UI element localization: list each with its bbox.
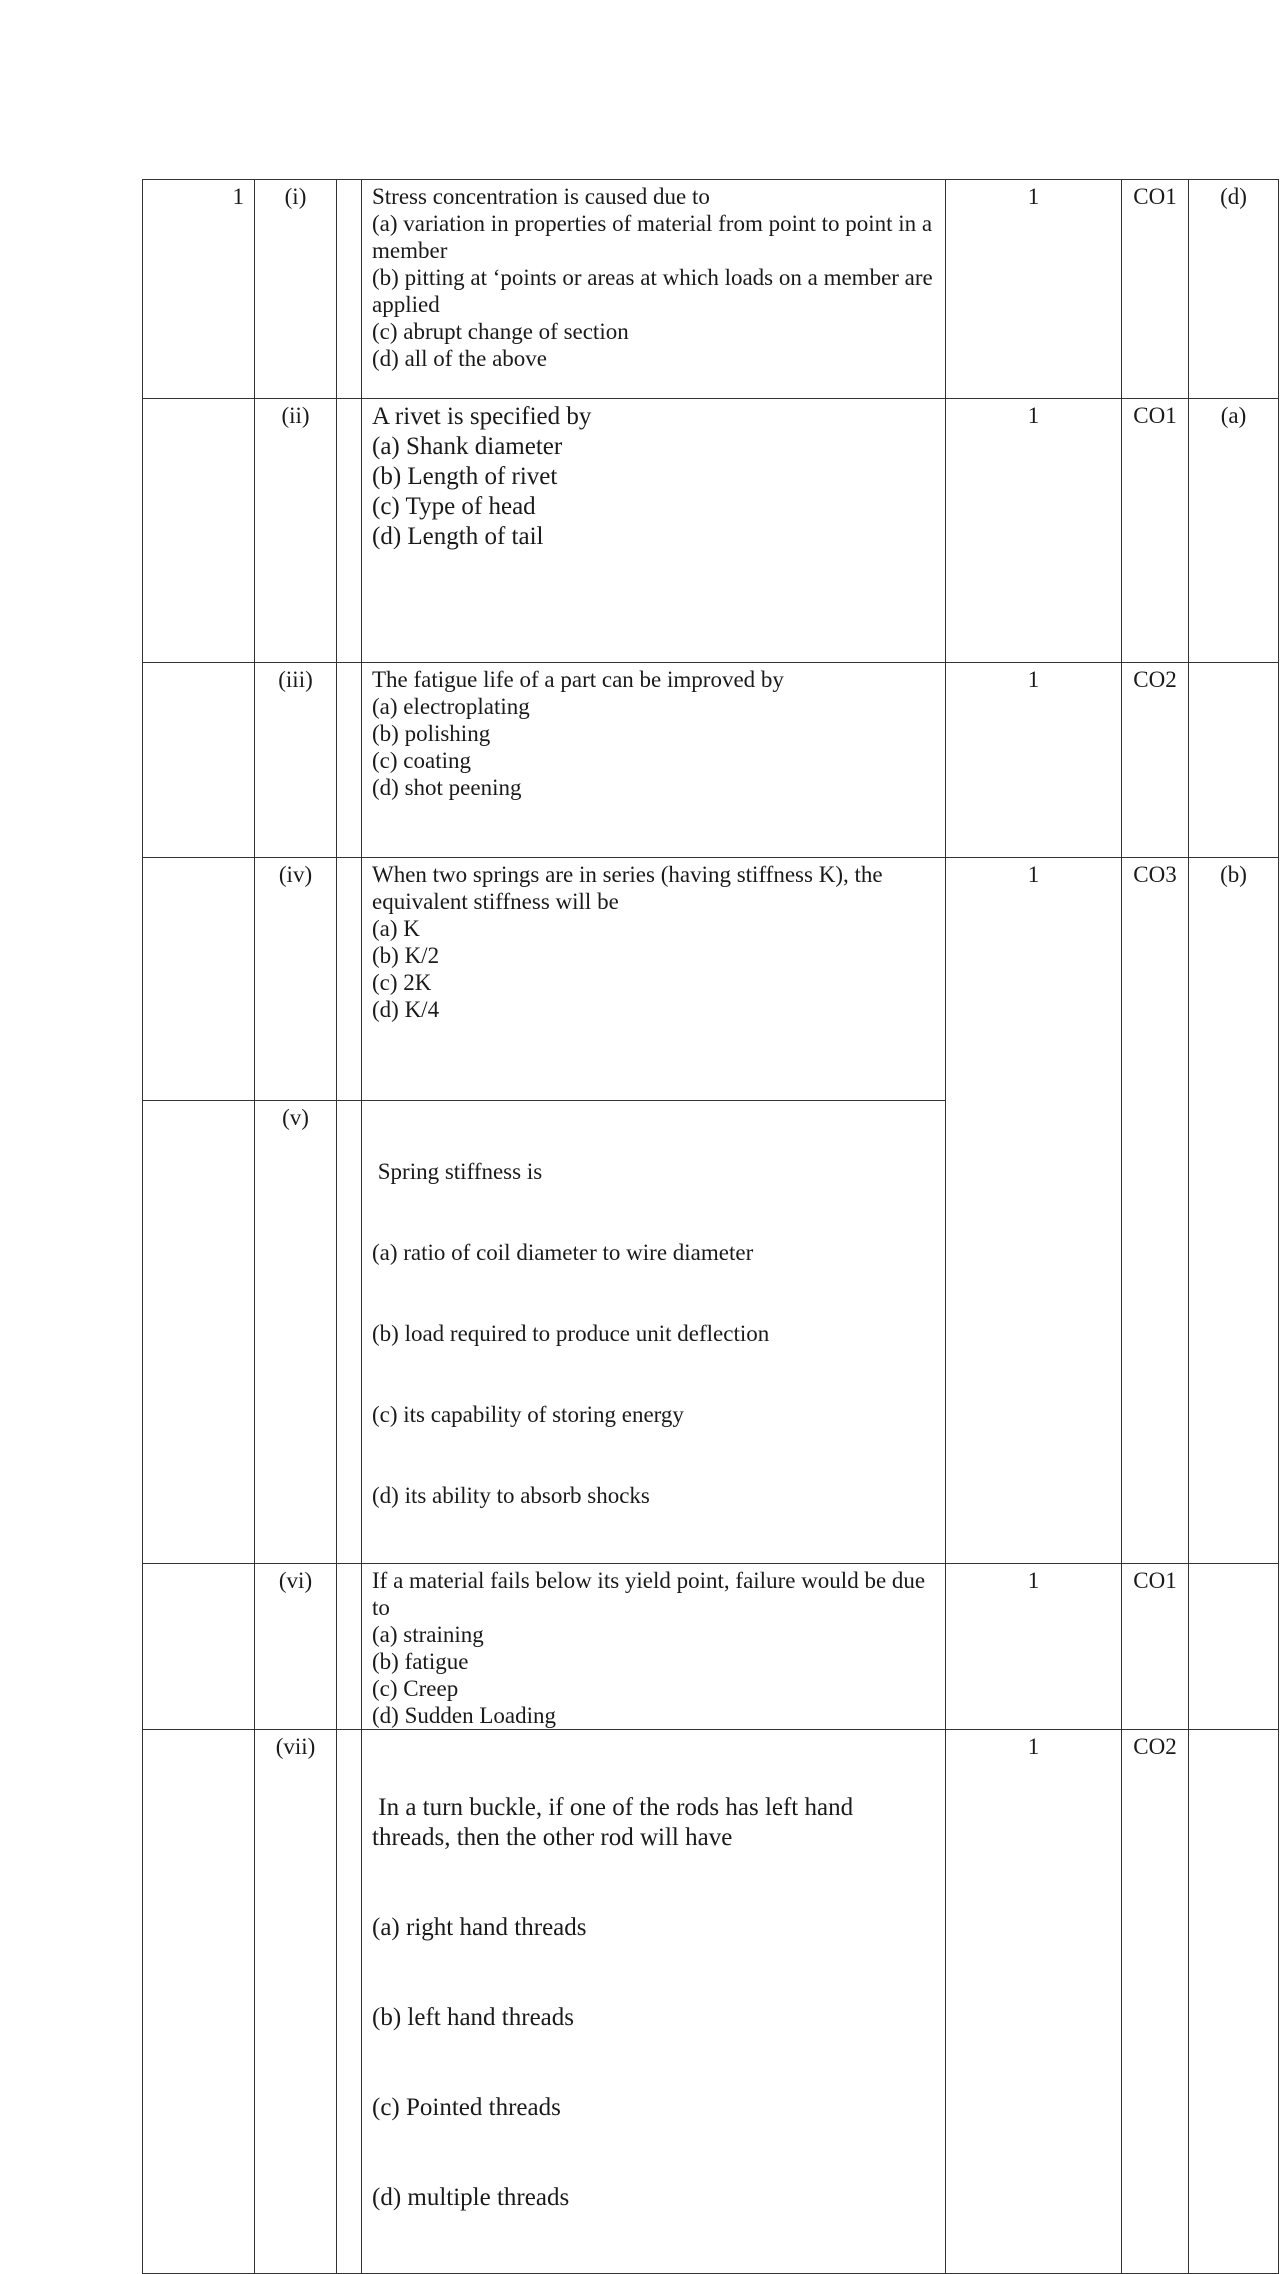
question-table	[142, 179, 1279, 2274]
question-number-empty	[143, 663, 255, 858]
question-text: A rivet is specified by (a) Shank diameter (b) Length of rivet (c) Type of head (d) Length of tail	[362, 399, 946, 663]
table-row	[143, 858, 1279, 1101]
sub-question-label: (vii)	[255, 1730, 337, 2274]
question-number: 1	[143, 180, 255, 399]
question-text: If a material fails below its yield point, failure would be due to (a) straining (b) fatigue (c) Creep (d) Sudden Loading	[362, 1564, 946, 1730]
table-row	[143, 399, 1279, 663]
question-number-empty	[143, 1101, 255, 1564]
table-row	[143, 1564, 1279, 1730]
question-text: When two springs are in series (having stiffness K), the equivalent stiffness will be (a) K (b) K/2 (c) 2K (d) K/4	[362, 858, 946, 1101]
marks-cell: 1	[946, 1564, 1122, 1730]
co-cell: CO1	[1122, 399, 1189, 663]
answer-cell	[1189, 663, 1279, 858]
answer-cell	[1189, 1730, 1279, 2274]
marks-cell: 1	[946, 858, 1122, 1564]
spacer-cell	[337, 1564, 362, 1730]
answer-cell	[1189, 1564, 1279, 1730]
question-text: In a turn buckle, if one of the rods has left hand threads, then the other rod will have (a) right hand threads (b) left hand threads (c) Pointed threads (d) multiple threads	[362, 1730, 946, 2274]
answer-cell: (d)	[1189, 180, 1279, 399]
table-row	[143, 663, 1279, 858]
marks-cell: 1	[946, 180, 1122, 399]
question-number-empty	[143, 1730, 255, 2274]
spacer-cell	[337, 1101, 362, 1564]
table-row	[143, 180, 1279, 399]
co-cell: CO1	[1122, 180, 1189, 399]
sub-question-label: (ii)	[255, 399, 337, 663]
question-text: Stress concentration is caused due to (a) variation in properties of material from point to point in a member (b) pitting at ‘points or areas at which loads on a member are applied (c) abrupt change of section (d) all of the above	[362, 180, 946, 399]
spacer-cell	[337, 1730, 362, 2274]
question-text: The fatigue life of a part can be improved by (a) electroplating (b) polishing (c) coating (d) shot peening	[362, 663, 946, 858]
marks-cell: 1	[946, 663, 1122, 858]
question-number-empty	[143, 399, 255, 663]
marks-cell: 1	[946, 1730, 1122, 2274]
table-row	[143, 1730, 1279, 2274]
sub-question-label: (v)	[255, 1101, 337, 1564]
sub-question-label: (i)	[255, 180, 337, 399]
sub-question-label: (vi)	[255, 1564, 337, 1730]
sub-question-label: (iii)	[255, 663, 337, 858]
spacer-cell	[337, 663, 362, 858]
marks-cell: 1	[946, 399, 1122, 663]
answer-cell: (b)	[1189, 858, 1279, 1564]
spacer-cell	[337, 399, 362, 663]
question-number-empty	[143, 1564, 255, 1730]
co-cell: CO2	[1122, 663, 1189, 858]
answer-cell: (a)	[1189, 399, 1279, 663]
question-number-empty	[143, 858, 255, 1101]
sub-question-label: (iv)	[255, 858, 337, 1101]
spacer-cell	[337, 180, 362, 399]
spacer-cell	[337, 858, 362, 1101]
question-text: Spring stiffness is (a) ratio of coil diameter to wire diameter (b) load required to produce unit deflection (c) its capability of storing energy (d) its ability to absorb shocks	[362, 1101, 946, 1564]
co-cell: CO2	[1122, 1730, 1189, 2274]
co-cell: CO3	[1122, 858, 1189, 1564]
co-cell: CO1	[1122, 1564, 1189, 1730]
